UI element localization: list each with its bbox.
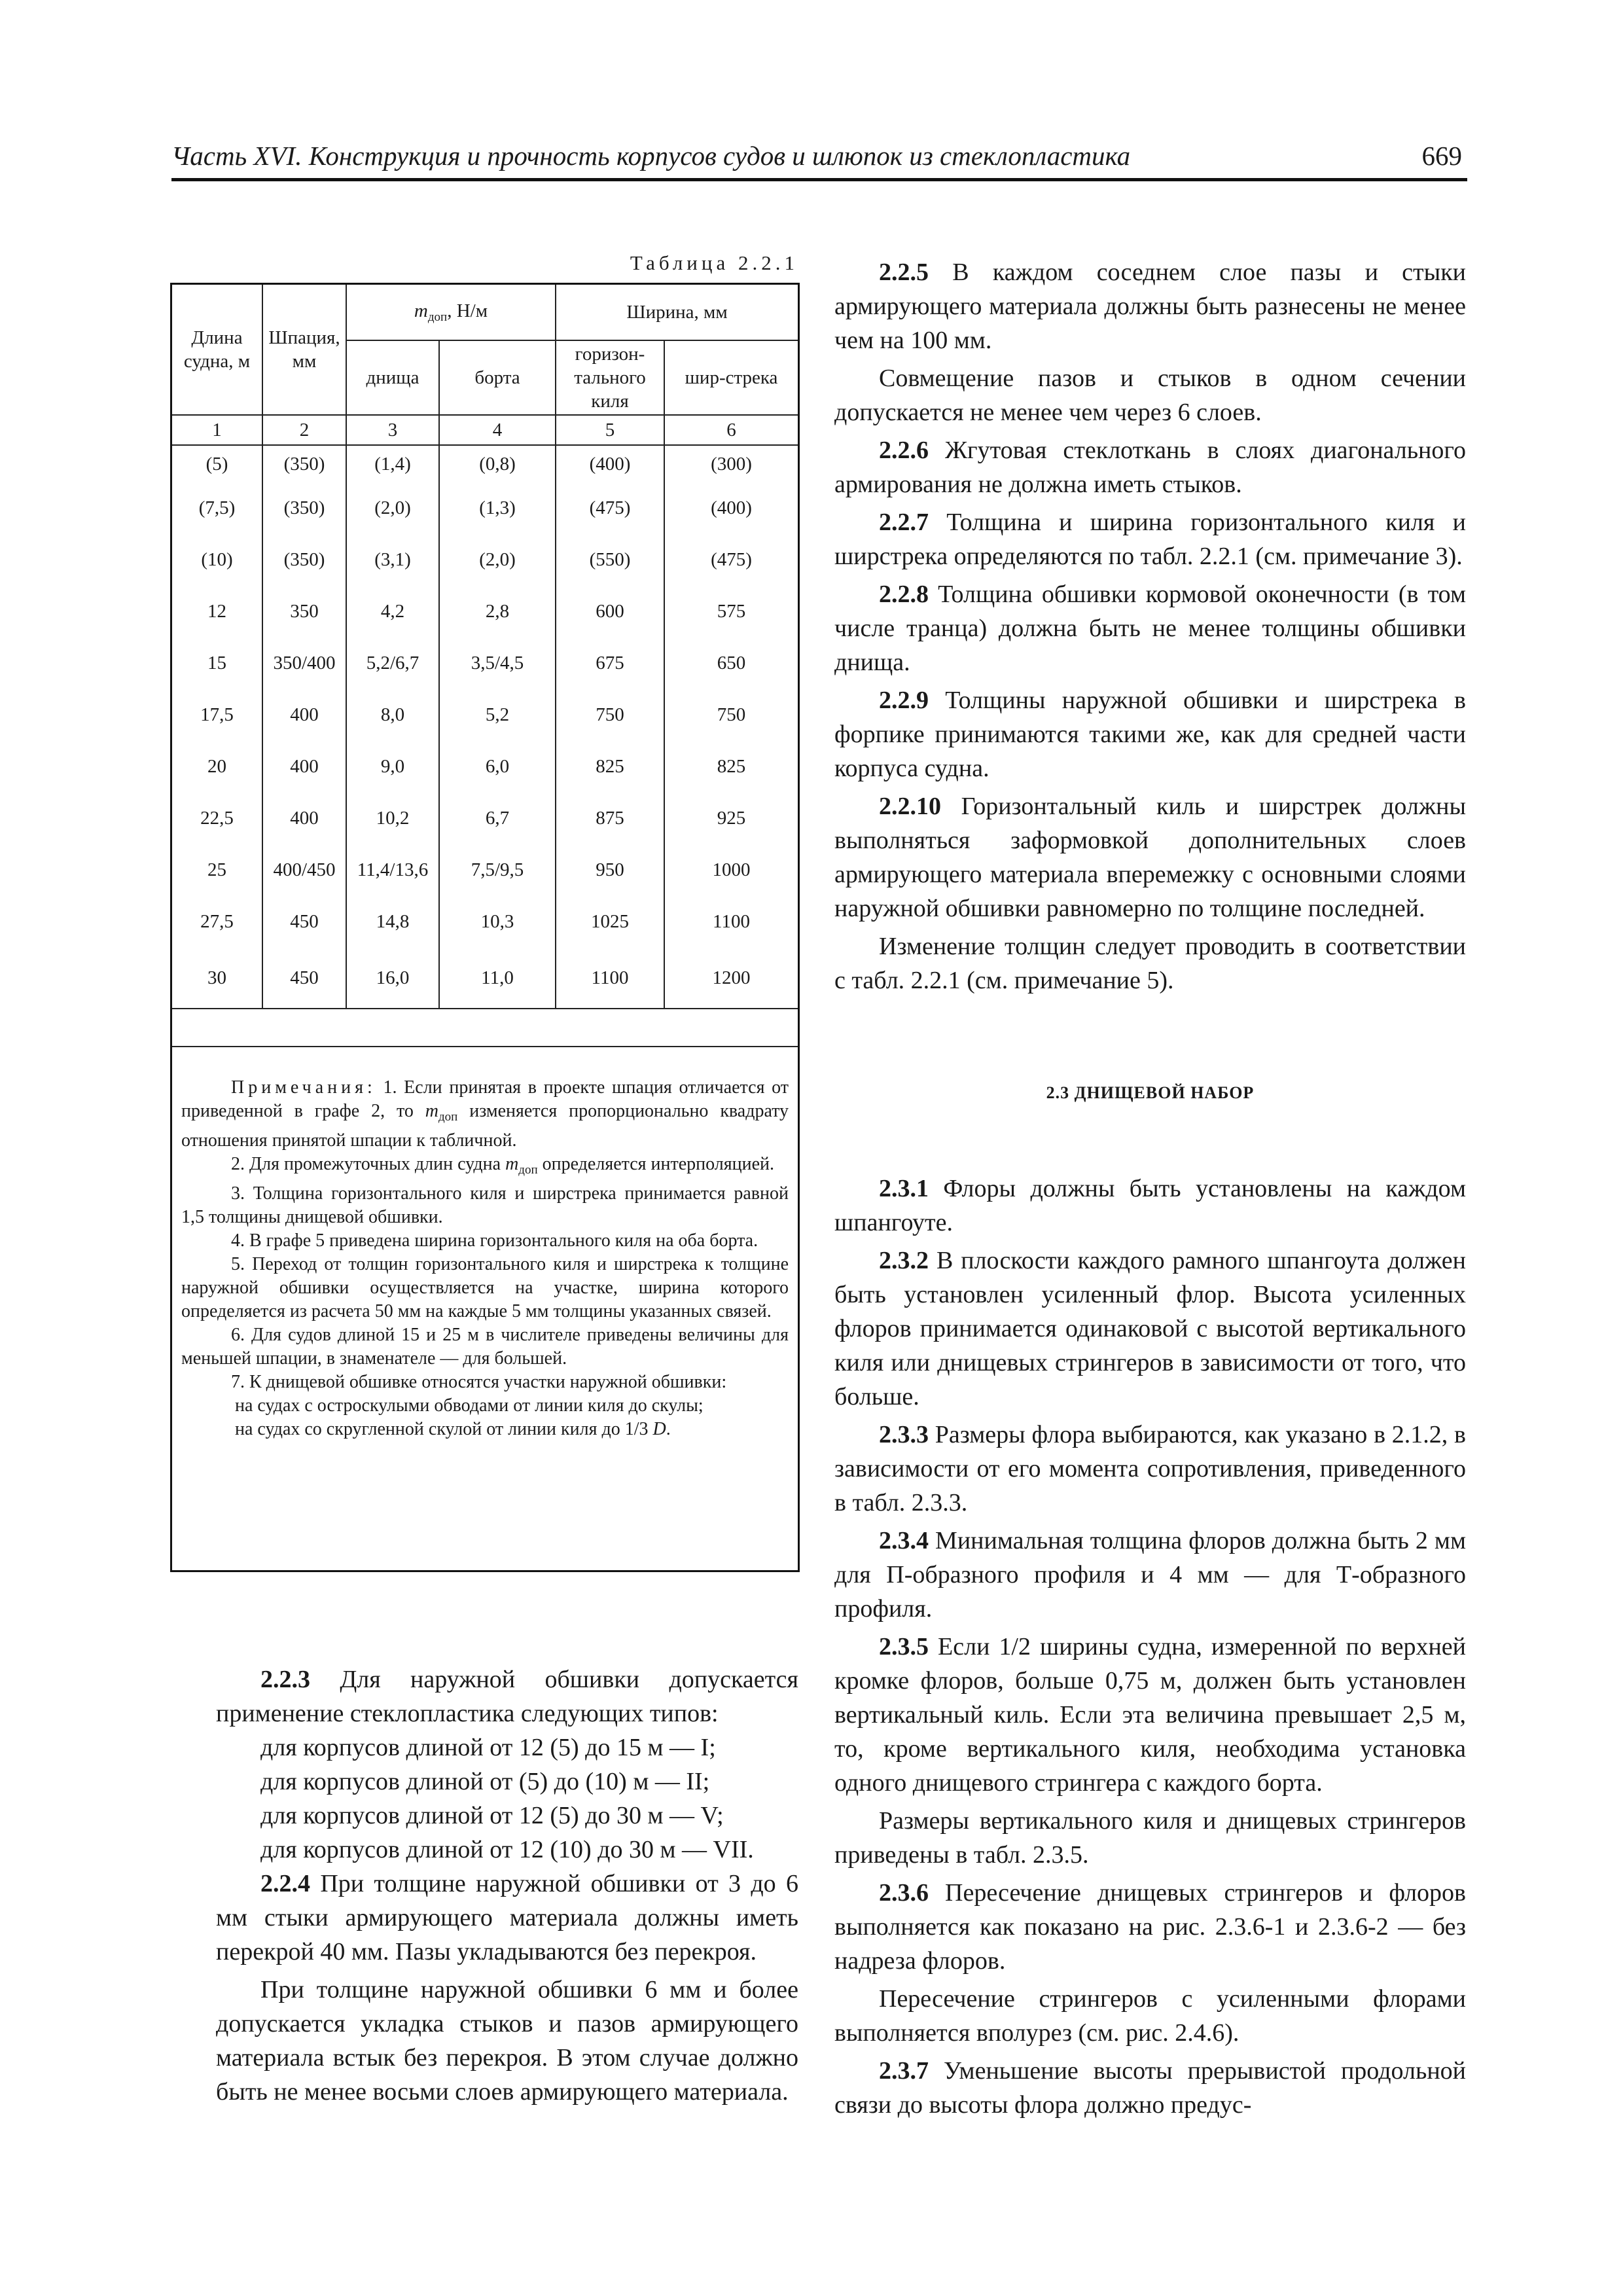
- list-item: для корпусов длиной от (5) до (10) м — II;: [260, 1768, 710, 1795]
- note-2-text-a: 2. Для промежуточных длин судна: [231, 1154, 501, 1174]
- col-number: 3: [346, 415, 439, 445]
- data-table: [172, 285, 798, 1009]
- clause-number: 2.3.1: [879, 1175, 929, 1202]
- table-row: [172, 482, 798, 534]
- paragraph-text: Для наружной обшивки допускается применение стеклопластика следующих типов:: [216, 1666, 799, 1727]
- table-cell: 1200: [664, 948, 798, 1009]
- table-caption: Таблица 2.2.1: [630, 251, 798, 274]
- col-number: 6: [664, 415, 798, 445]
- table-cell: 825: [664, 741, 798, 793]
- table-cell: (400): [664, 482, 798, 534]
- table-row: [172, 793, 798, 844]
- page-header: [171, 139, 1467, 181]
- paragraph-2-2-5: [834, 255, 1466, 357]
- table-cell: 22,5: [172, 793, 262, 844]
- clause-number: 2.3.5: [879, 1633, 929, 1660]
- section-heading: 2.3 ДНИЩЕВОЙ НАБОР: [1046, 1083, 1255, 1102]
- col-number: 4: [439, 415, 556, 445]
- table-cell: 9,0: [346, 741, 439, 793]
- table-cell: 400: [262, 741, 346, 793]
- table-cell: (350): [262, 482, 346, 534]
- clause-number: 2.2.4: [260, 1870, 310, 1897]
- depth-variable: D: [652, 1419, 666, 1439]
- table-cell: (1,3): [439, 482, 556, 534]
- table-cell: 1000: [664, 844, 798, 896]
- header-keel: горизон-тального киля: [556, 340, 664, 415]
- header-bottom: днища: [346, 340, 439, 415]
- table-cell: (475): [664, 534, 798, 586]
- paragraph-2-3-6: [834, 1876, 1466, 1978]
- table-cell: (400): [556, 445, 664, 482]
- table-cell: 1100: [664, 896, 798, 948]
- paragraph-continuation: При толщине наружной обшивки 6 мм и более допускается укладка стыков и пазов армирующего материала встык без перекроя. В этом случае должно быть не менее восьми слоев армирующего материала.: [216, 1976, 798, 2106]
- paragraph-text: В плоскости каждого рамного шпангоута должен быть установлен усиленный флор. Высота усиленных флоров принимается одинаковой с высотой вертикального киля или днищевых стрингеров в зависимости от того, что больше.: [834, 1247, 1466, 1410]
- table-cell: 450: [262, 948, 346, 1009]
- right-column-text-top: [834, 255, 1466, 997]
- table-cell: 6,0: [439, 741, 556, 793]
- table-row: [172, 586, 798, 637]
- clause-number: 2.2.6: [879, 437, 929, 464]
- note-6: 6. Для судов длиной 15 и 25 м в числителе приведены величины для меньшей шпации, в знаменателе — для большей.: [181, 1325, 789, 1369]
- table-cell: 825: [556, 741, 664, 793]
- clause-number: 2.2.7: [879, 509, 929, 536]
- paragraph-text: Жгутовая стеклоткань в слоях диагонального армирования не должна иметь стыков.: [834, 437, 1466, 498]
- paragraph-text: Если 1/2 ширины судна, измеренной по верхней кромке флоров, больше 0,75 м, должен быть установлен вертикальный киль. Если эта величина превышает 2,5 м, то, кроме вертикального киля, необходима установка одного днищевого стрингера с каждого борта.: [834, 1633, 1466, 1797]
- paragraph-text: В каждом соседнем слое пазы и стыки армирующего материала должны быть разнесены не менее чем на 100 мм.: [834, 259, 1466, 354]
- paragraph-text: Толщина обшивки кормовой оконечности (в том числе транца) должна быть не менее толщины обшивки днища.: [834, 581, 1467, 676]
- paragraph-continuation: Изменение толщин следует проводить в соответствии с табл. 2.2.1 (см. примечание 5).: [834, 933, 1466, 994]
- paragraph-2-2-7: [834, 505, 1466, 573]
- paragraph-2-2-9: [834, 683, 1466, 785]
- table-cell: (3,1): [346, 534, 439, 586]
- table-cell: 1025: [556, 896, 664, 948]
- note-7-item: [181, 1418, 789, 1441]
- note-4: 4. В графе 5 приведена ширина горизонтального киля на оба борта.: [231, 1230, 758, 1251]
- paragraph-text: Пересечение днищевых стрингеров и флоров выполняется как показано на рис. 2.3.6-1 и 2.3.6-2 — без надреза флоров.: [834, 1879, 1466, 1975]
- note-2: [181, 1153, 789, 1182]
- paragraph-text: Флоры должны быть установлены на каждом шпангоуте.: [834, 1175, 1466, 1236]
- header-sheer: шир-стрека: [664, 340, 798, 415]
- table-cell: 5,2: [439, 689, 556, 741]
- table-cell: 350/400: [262, 637, 346, 689]
- list-item: для корпусов длиной от 12 (5) до 30 м — V;: [260, 1802, 724, 1829]
- table-cell: (1,4): [346, 445, 439, 482]
- table-cell: 11,4/13,6: [346, 844, 439, 896]
- table-row: [172, 844, 798, 896]
- table-body: [172, 445, 798, 1009]
- m-symbol: m: [425, 1101, 438, 1121]
- table-row: [172, 896, 798, 948]
- paragraph-2-3-2: [834, 1244, 1466, 1414]
- paragraph-2-3-3: [834, 1418, 1466, 1520]
- table-row: [172, 948, 798, 1009]
- table-cell: (2,0): [439, 534, 556, 586]
- note-3: 3. Толщина горизонтального киля и ширстрека принимается равной 1,5 толщины днищевой обшивки.: [181, 1183, 789, 1227]
- paragraph-text: При толщине наружной обшивки от 3 до 6 мм стыки армирующего материала должны иметь перекрой 40 мм. Пазы укладываются без перекроя.: [216, 1870, 798, 1965]
- note-7-item: на судах с острoскулыми обводами от линии киля до скулы;: [235, 1395, 704, 1416]
- table-cell: (5): [172, 445, 262, 482]
- table-cell: (7,5): [172, 482, 262, 534]
- table-cell: 675: [556, 637, 664, 689]
- header-m-dop: [346, 285, 556, 340]
- header-spacing: Шпация, мм: [262, 285, 346, 415]
- note-7: 7. К днищевой обшивке относятся участки наружной обшивки:: [231, 1372, 727, 1392]
- clause-number: 2.3.2: [879, 1247, 929, 1274]
- table-cell: 30: [172, 948, 262, 1009]
- m-symbol: m: [505, 1154, 519, 1174]
- table-cell: 3,5/4,5: [439, 637, 556, 689]
- table-cell: 950: [556, 844, 664, 896]
- table-cell: (10): [172, 534, 262, 586]
- table-cell: 6,7: [439, 793, 556, 844]
- running-title: Часть XVI. Конструкция и прочность корпусов судов и шлюпок из стеклопластика: [171, 141, 1131, 171]
- left-column-text: [216, 1662, 798, 2109]
- table-cell: 400: [262, 793, 346, 844]
- clause-number: 2.3.3: [879, 1421, 929, 1448]
- table-cell: (0,8): [439, 445, 556, 482]
- table-cell: 14,8: [346, 896, 439, 948]
- clause-number: 2.2.3: [260, 1666, 310, 1693]
- table-row: [172, 741, 798, 793]
- paragraph-text: Толщины наружной обшивки и ширстрека в форпике принимаются такими же, как для средней части корпуса судна.: [834, 687, 1466, 782]
- note-5: 5. Переход от толщин горизонтального киля и ширстрека к толщине наружной обшивки осуществляется на участке, ширина которого определяется из расчета 50 мм на каждые 5 мм толщины указанных связей.: [181, 1254, 789, 1321]
- header-side: борта: [439, 340, 556, 415]
- paragraph-text: Уменьшение высоты прерывистой продольной связи до высоты флора должно предус-: [834, 2057, 1466, 2119]
- right-column-text-bottom: [834, 1172, 1466, 2122]
- table-cell: (350): [262, 445, 346, 482]
- note-7-item-end: .: [666, 1419, 671, 1439]
- table-row: [172, 637, 798, 689]
- table-cell: 400: [262, 689, 346, 741]
- table-cell: 2,8: [439, 586, 556, 637]
- m-subscript: доп: [427, 310, 448, 325]
- paragraph-2-2-3: [216, 1662, 798, 1731]
- notes-label: Примечания:: [231, 1077, 376, 1098]
- table-cell: 20: [172, 741, 262, 793]
- table-cell: (2,0): [346, 482, 439, 534]
- note-7-item-text: на судах со скругленной скулой от линии киля до 1/3: [235, 1419, 649, 1439]
- paragraph-2-2-6: [834, 433, 1466, 501]
- clause-number: 2.2.5: [879, 259, 929, 286]
- clause-number: 2.2.8: [879, 581, 929, 608]
- table-cell: 10,2: [346, 793, 439, 844]
- table-cell: 400/450: [262, 844, 346, 896]
- clause-number: 2.2.9: [879, 687, 929, 714]
- table-cell: 16,0: [346, 948, 439, 1009]
- paragraph-text: Минимальная толщина флоров должна быть 2 мм для П-образного профиля и 4 мм — для Т-образного профиля.: [834, 1527, 1467, 1623]
- paragraph-continuation: Размеры вертикального киля и днищевых стрингеров приведены в табл. 2.3.5.: [834, 1807, 1466, 1869]
- table-cell: 12: [172, 586, 262, 637]
- list-item: для корпусов длиной от 12 (5) до 15 м — I;: [260, 1734, 716, 1761]
- paragraph-2-3-5: [834, 1630, 1466, 1800]
- clause-number: 2.3.4: [879, 1527, 929, 1554]
- paragraph-2-2-8: [834, 577, 1466, 679]
- paragraph-text: Толщина и ширина горизонтального киля и ширстрека определяются по табл. 2.2.1 (см. примечание 3).: [834, 509, 1466, 570]
- table-cell: 575: [664, 586, 798, 637]
- table-row: [172, 689, 798, 741]
- paragraph-2-3-1: [834, 1172, 1466, 1240]
- clause-number: 2.2.10: [879, 793, 941, 820]
- m-unit: , Н/м: [447, 300, 488, 322]
- note-1-text-a: 1. Если принятая в проекте шпация отличается от приведенной в графе 2, то: [181, 1077, 789, 1121]
- header-length: Длина судна, м: [172, 285, 262, 415]
- m-symbol: m: [414, 300, 428, 322]
- note-1-text-b: изменяется пропорционально квадрату отношения принятой шпации к табличной.: [181, 1101, 789, 1151]
- header-width: Ширина, мм: [556, 285, 798, 340]
- clause-number: 2.3.6: [879, 1879, 929, 1907]
- paragraph-text: Размеры флора выбираются, как указано в 2.1.2, в зависимости от его момента сопротивления, приведенного в табл. 2.3.3.: [834, 1421, 1466, 1516]
- table-cell: 650: [664, 637, 798, 689]
- list-item: для корпусов длиной от 12 (10) до 30 м — VII.: [260, 1836, 754, 1863]
- table-cell: 15: [172, 637, 262, 689]
- table-cell: (475): [556, 482, 664, 534]
- table-cell: (350): [262, 534, 346, 586]
- col-number: 5: [556, 415, 664, 445]
- table-cell: 925: [664, 793, 798, 844]
- table-cell: 600: [556, 586, 664, 637]
- m-subscript: доп: [518, 1163, 538, 1177]
- note-2-text-b: определяется интерполяцией.: [542, 1154, 775, 1174]
- table-cell: 5,2/6,7: [346, 637, 439, 689]
- m-subscript: доп: [438, 1110, 458, 1124]
- table-cell: (300): [664, 445, 798, 482]
- table-cell: 4,2: [346, 586, 439, 637]
- table-cell: 1100: [556, 948, 664, 1009]
- paragraph-continuation: Совмещение пазов и стыков в одном сечении допускается не менее чем через 6 слоев.: [834, 365, 1466, 426]
- table-cell: 10,3: [439, 896, 556, 948]
- table-cell: 7,5/9,5: [439, 844, 556, 896]
- table-cell: 8,0: [346, 689, 439, 741]
- paragraph-2-3-4: [834, 1524, 1466, 1626]
- col-number: 1: [172, 415, 262, 445]
- paragraph-text: Горизонтальный киль и ширстрек должны выполняться заформовкой дополнительных слоев армирующего материала вперемежку с основными слоями наружной обшивки равномерно по толщине последней.: [834, 793, 1467, 922]
- note-1: [181, 1076, 789, 1153]
- table-cell: 17,5: [172, 689, 262, 741]
- table-2-2-1: [170, 283, 800, 1572]
- table-cell: 750: [556, 689, 664, 741]
- paragraph-2-2-4: [216, 1867, 798, 1969]
- table-row: [172, 534, 798, 586]
- paragraph-2-2-10: [834, 789, 1466, 925]
- table-cell: 450: [262, 896, 346, 948]
- table-cell: 27,5: [172, 896, 262, 948]
- table-row: [172, 445, 798, 482]
- table-cell: 25: [172, 844, 262, 896]
- page-number: 669: [1421, 141, 1462, 171]
- table-cell: (550): [556, 534, 664, 586]
- table-cell: 350: [262, 586, 346, 637]
- paragraph-2-3-7: [834, 2054, 1466, 2122]
- clause-number: 2.3.7: [879, 2057, 929, 2085]
- paragraph-continuation: Пересечение стрингеров с усиленными флорами выполняется вполурез (см. рис. 2.4.6).: [834, 1985, 1466, 2047]
- table-cell: 11,0: [439, 948, 556, 1009]
- table-cell: 750: [664, 689, 798, 741]
- table-notes: [172, 1046, 798, 1570]
- col-number: 2: [262, 415, 346, 445]
- table-cell: 875: [556, 793, 664, 844]
